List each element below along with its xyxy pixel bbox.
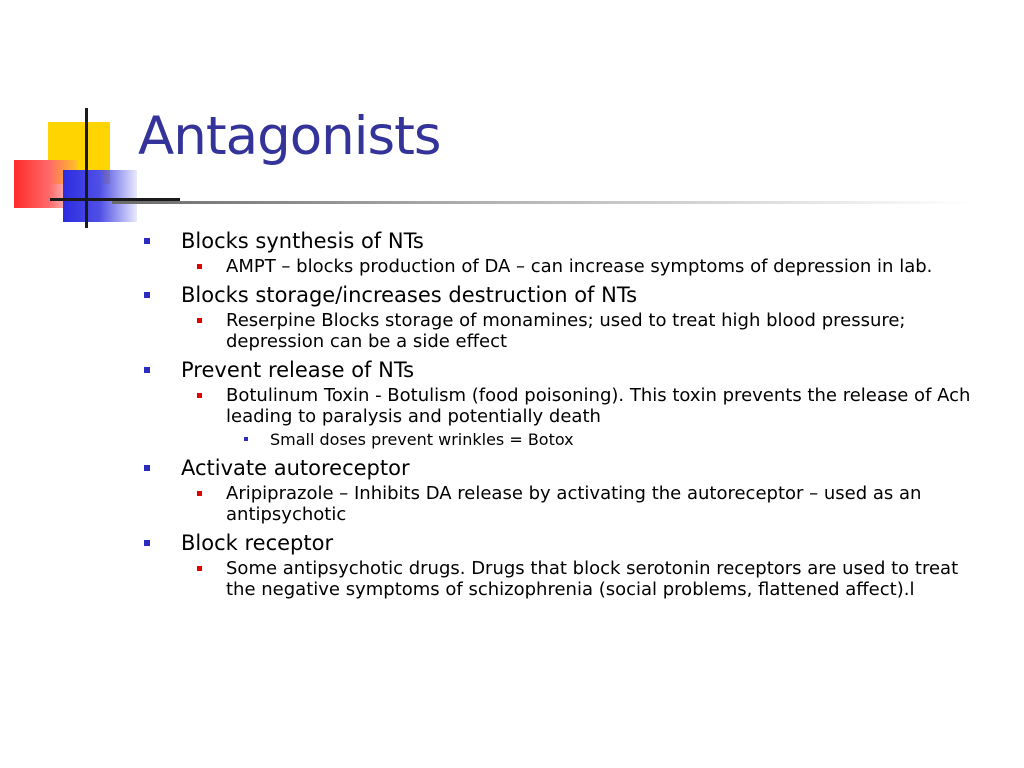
bullet-list (140, 228, 1000, 600)
title-underline (112, 201, 972, 204)
sub-bullet-marker (197, 264, 202, 269)
sub-bullet-marker (197, 393, 202, 398)
sub-bullet-reserpine (140, 310, 990, 352)
decor-vertical-line (85, 108, 88, 228)
sub-bullet-text: Reserpine Blocks storage of monamines; used to treat high blood pressure; depression can be a side effect (226, 310, 906, 352)
decor-blue-square (63, 170, 137, 222)
bullet-marker (144, 540, 150, 546)
sub-bullet-botulinum (140, 385, 990, 427)
sub-bullet-text: AMPT – blocks production of DA – can increase symptoms of depression in lab. (226, 256, 933, 277)
sub-bullet-text: Aripiprazole – Inhibits DA release by activating the autoreceptor – used as an antipsychotic (226, 483, 922, 525)
sub-bullet-marker (197, 566, 202, 571)
sub-sub-bullet-text: Small doses prevent wrinkles = Botox (270, 430, 574, 449)
sub-bullet-aripiprazole (140, 483, 990, 525)
sub-sub-bullet-marker (244, 437, 248, 441)
bullet-activate-autoreceptor (140, 455, 1000, 481)
bullet-blocks-synthesis (140, 228, 1000, 254)
sub-bullet-text: Botulinum Toxin - Botulism (food poisoning). This toxin prevents the release of Ach leading to paralysis and potentially death (226, 385, 971, 427)
sub-bullet-ampt (140, 256, 990, 277)
sub-bullet-text: Some antipsychotic drugs. Drugs that block serotonin receptors are used to treat the negative symptoms of schizophrenia (social problems, flattened affect).l (226, 558, 959, 600)
bullet-text: Activate autoreceptor (181, 456, 410, 480)
sub-bullet-marker (197, 491, 202, 496)
slide-title: Antagonists (138, 106, 441, 167)
bullet-text: Block receptor (181, 531, 334, 555)
sub-bullet-antipsychotic (140, 558, 990, 600)
bullet-text: Prevent release of NTs (181, 358, 415, 382)
bullet-text: Blocks storage/increases destruction of NTs (181, 283, 638, 307)
bullet-marker (144, 465, 150, 471)
bullet-block-receptor (140, 530, 1000, 556)
bullet-prevent-release (140, 357, 1000, 383)
bullet-marker (144, 238, 150, 244)
sub-bullet-marker (197, 318, 202, 323)
bullet-text: Blocks synthesis of NTs (181, 229, 424, 253)
bullet-marker (144, 367, 150, 373)
bullet-blocks-storage (140, 282, 1000, 308)
bullet-marker (144, 292, 150, 298)
sub-sub-bullet-botox (140, 429, 1000, 450)
